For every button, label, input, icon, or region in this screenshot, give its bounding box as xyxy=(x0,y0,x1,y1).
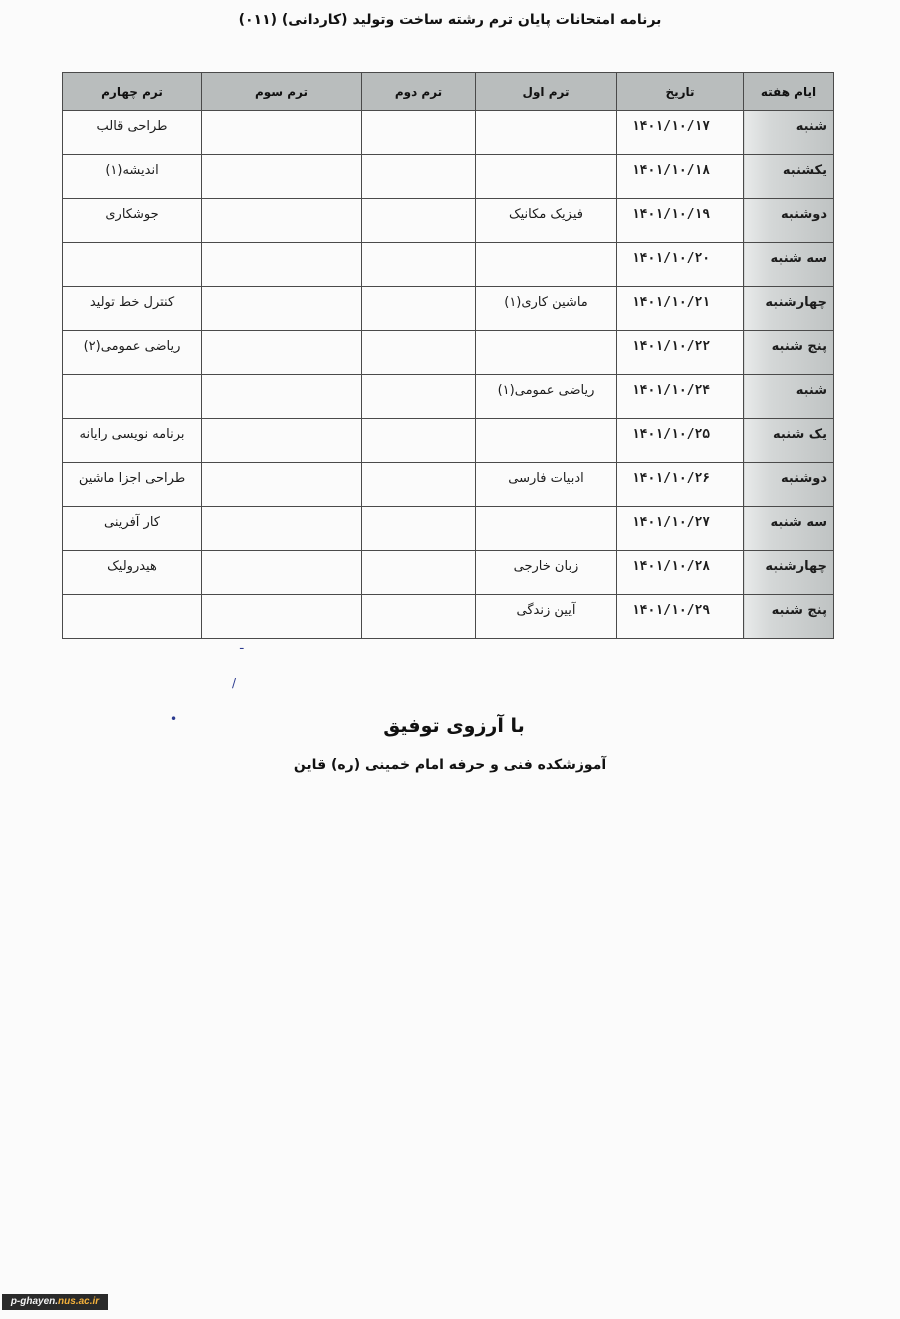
day-cell: دوشنبه xyxy=(744,199,834,243)
term4-cell: برنامه نویسی رایانه xyxy=(63,419,202,463)
table-row xyxy=(63,155,834,199)
term3-cell xyxy=(202,287,362,331)
term1-cell: ادبیات فارسی xyxy=(476,463,617,507)
day-cell: پنج شنبه xyxy=(744,331,834,375)
day-cell: چهارشنبه xyxy=(744,551,834,595)
term4-cell xyxy=(63,595,202,639)
header-term3: ترم سوم xyxy=(202,73,362,111)
closing-wish: با آرزوی توفیق xyxy=(383,715,525,737)
term3-cell xyxy=(202,551,362,595)
site-watermark[interactable] xyxy=(2,1294,108,1310)
term1-cell: فیزیک مکانیک xyxy=(476,199,617,243)
date-cell: ۱۴۰۱/۱۰/۲۴ xyxy=(617,375,744,419)
term3-cell xyxy=(202,419,362,463)
term1-cell xyxy=(476,111,617,155)
term2-cell xyxy=(362,331,476,375)
term3-cell xyxy=(202,595,362,639)
term2-cell xyxy=(362,199,476,243)
term3-cell xyxy=(202,111,362,155)
term4-cell: طراحی اجزا ماشین xyxy=(63,463,202,507)
term3-cell xyxy=(202,155,362,199)
header-date: تاریخ xyxy=(617,73,744,111)
term4-cell: اندیشه(۱) xyxy=(63,155,202,199)
term1-cell: زبان خارجی xyxy=(476,551,617,595)
term1-cell xyxy=(476,331,617,375)
table-row xyxy=(63,375,834,419)
table-row xyxy=(63,331,834,375)
day-cell: دوشنبه xyxy=(744,463,834,507)
date-cell: ۱۴۰۱/۱۰/۲۶ xyxy=(617,463,744,507)
term2-cell xyxy=(362,463,476,507)
day-cell: یکشنبه xyxy=(744,155,834,199)
table-row xyxy=(63,507,834,551)
term2-cell xyxy=(362,375,476,419)
table-row xyxy=(63,551,834,595)
ink-mark: / xyxy=(232,676,237,690)
date-cell: ۱۴۰۱/۱۰/۲۱ xyxy=(617,287,744,331)
day-cell: چهارشنبه xyxy=(744,287,834,331)
term3-cell xyxy=(202,507,362,551)
header-term1: ترم اول xyxy=(476,73,617,111)
term4-cell: هیدرولیک xyxy=(63,551,202,595)
header-term2: ترم دوم xyxy=(362,73,476,111)
day-cell: سه شنبه xyxy=(744,507,834,551)
date-cell: ۱۴۰۱/۱۰/۱۹ xyxy=(617,199,744,243)
term4-cell xyxy=(63,375,202,419)
header-term4: ترم چهارم xyxy=(63,73,202,111)
term1-cell xyxy=(476,507,617,551)
page-title: برنامه امتحانات پایان ترم رشته ساخت وتولید (کاردانی) (۰۱۱) xyxy=(238,12,662,28)
term2-cell xyxy=(362,419,476,463)
term2-cell xyxy=(362,243,476,287)
table-body xyxy=(63,111,834,639)
table-row xyxy=(63,463,834,507)
term2-cell xyxy=(362,595,476,639)
date-cell: ۱۴۰۱/۱۰/۱۷ xyxy=(617,111,744,155)
term4-cell xyxy=(63,243,202,287)
date-cell: ۱۴۰۱/۱۰/۲۷ xyxy=(617,507,744,551)
term1-cell: آیین زندگی xyxy=(476,595,617,639)
table-row xyxy=(63,287,834,331)
table-row xyxy=(63,595,834,639)
date-cell: ۱۴۰۱/۱۰/۲۲ xyxy=(617,331,744,375)
term4-cell: جوشکاری xyxy=(63,199,202,243)
table-row xyxy=(63,243,834,287)
term2-cell xyxy=(362,287,476,331)
term2-cell xyxy=(362,111,476,155)
site-domain: nus.ac.ir xyxy=(58,1296,100,1307)
term1-cell: ریاضی عمومی(۱) xyxy=(476,375,617,419)
table-row xyxy=(63,419,834,463)
day-cell: یک شنبه xyxy=(744,419,834,463)
site-prefix: p-ghayen. xyxy=(10,1296,59,1307)
term4-cell: کنترل خط تولید xyxy=(63,287,202,331)
term2-cell xyxy=(362,551,476,595)
term4-cell: طراحی قالب xyxy=(63,111,202,155)
ink-mark: ـ xyxy=(240,638,244,652)
date-cell: ۱۴۰۱/۱۰/۱۸ xyxy=(617,155,744,199)
term1-cell xyxy=(476,419,617,463)
table-row xyxy=(63,199,834,243)
institution-name: آموزشکده فنی و حرفه امام خمینی (ره) قاین xyxy=(293,757,607,773)
term4-cell: کار آفرینی xyxy=(63,507,202,551)
term4-cell: ریاضی عمومی(۲) xyxy=(63,331,202,375)
date-cell: ۱۴۰۱/۱۰/۲۰ xyxy=(617,243,744,287)
term2-cell xyxy=(362,155,476,199)
term1-cell xyxy=(476,155,617,199)
table-row xyxy=(63,111,834,155)
day-cell: سه شنبه xyxy=(744,243,834,287)
header-day: ایام هفته xyxy=(744,73,834,111)
day-cell: شنبه xyxy=(744,375,834,419)
term1-cell: ماشین کاری(۱) xyxy=(476,287,617,331)
term3-cell xyxy=(202,243,362,287)
ink-mark: • xyxy=(170,712,178,726)
date-cell: ۱۴۰۱/۱۰/۲۵ xyxy=(617,419,744,463)
day-cell: شنبه xyxy=(744,111,834,155)
term2-cell xyxy=(362,507,476,551)
exam-schedule-table xyxy=(62,72,834,639)
term1-cell xyxy=(476,243,617,287)
date-cell: ۱۴۰۱/۱۰/۲۸ xyxy=(617,551,744,595)
term3-cell xyxy=(202,375,362,419)
term3-cell xyxy=(202,331,362,375)
day-cell: پنج شنبه xyxy=(744,595,834,639)
term3-cell xyxy=(202,199,362,243)
date-cell: ۱۴۰۱/۱۰/۲۹ xyxy=(617,595,744,639)
table-header-row xyxy=(63,73,834,111)
term3-cell xyxy=(202,463,362,507)
